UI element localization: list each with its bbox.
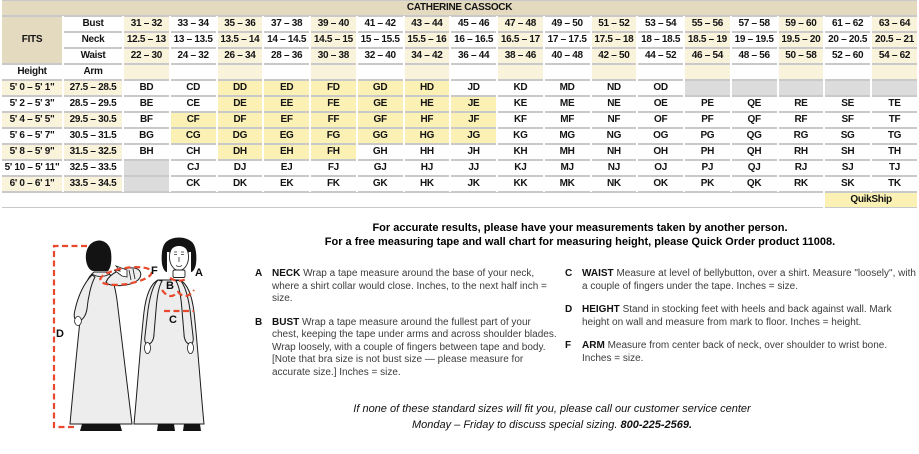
size-cell: QJ: [732, 160, 777, 176]
waist-range-cell: 44 – 52: [638, 48, 683, 64]
instruction-letter: D: [565, 304, 573, 315]
measure-instruction-waist: [565, 268, 917, 293]
instructions-column-right: [565, 268, 917, 376]
waist-range-cell: 34 – 42: [405, 48, 450, 64]
size-cell: CF: [171, 112, 216, 128]
instruction-term: HEIGHT: [582, 304, 623, 315]
size-cell: RF: [779, 112, 824, 128]
height-range-cell: 5' 6 – 5' 7": [2, 128, 62, 144]
measure-instruction-arm: [565, 340, 917, 365]
size-cell: PJ: [685, 160, 730, 176]
waist-range-cell: 26 – 34: [218, 48, 263, 64]
neck-range-cell: 20 – 20.5: [825, 32, 870, 48]
instruction-letter: F: [565, 340, 572, 351]
size-row: [2, 80, 917, 96]
neck-range-cell: 20.5 – 21: [872, 32, 917, 48]
neck-range-cell: 19 – 19.5: [732, 32, 777, 48]
size-cell: BF: [124, 112, 169, 128]
size-cell: DK: [218, 176, 263, 192]
empty-size-cell: [685, 80, 730, 96]
size-cell: EG: [264, 128, 309, 144]
size-cell: FF: [311, 112, 356, 128]
empty-header-cell: [498, 64, 543, 80]
size-cell: NK: [592, 176, 637, 192]
size-cell: MG: [545, 128, 590, 144]
size-row: [2, 128, 917, 144]
instruction-text: HEIGHT Stand in stocking feet with heels and back against wall. Mark height on wall and measure from mark to floor. Inches = height.: [582, 304, 892, 328]
waist-range-cell: 42 – 50: [592, 48, 637, 64]
height-range-cell: 6' 0 – 6' 1": [2, 176, 62, 192]
size-cell: QE: [732, 96, 777, 112]
size-cell: SJ: [825, 160, 870, 176]
size-cell: JH: [451, 144, 496, 160]
neck-range-cell: 14 – 14.5: [264, 32, 309, 48]
size-cell: QF: [732, 112, 777, 128]
waist-label: Waist: [64, 48, 122, 64]
measurement-notes: [213, 221, 919, 249]
waist-range-cell: 28 – 36: [264, 48, 309, 64]
arm-range-cell: 27.5 – 28.5: [64, 80, 122, 96]
size-cell: HJ: [405, 160, 450, 176]
bust-range-cell: 41 – 42: [358, 16, 403, 32]
size-row: [2, 112, 917, 128]
size-cell: HG: [405, 128, 450, 144]
neck-range-cell: 15.5 – 16: [405, 32, 450, 48]
instruction-term: BUST: [272, 316, 302, 328]
empty-header-cell: [872, 64, 917, 80]
size-cell: GG: [358, 128, 403, 144]
neck-range-cell: 16.5 – 17: [498, 32, 543, 48]
empty-header-cell: [124, 64, 169, 80]
size-cell: EF: [264, 112, 309, 128]
size-cell: KD: [498, 80, 543, 96]
waist-range-cell: 50 – 58: [779, 48, 824, 64]
instruction-letter: B: [255, 316, 263, 328]
size-cell: SG: [825, 128, 870, 144]
size-cell: RG: [779, 128, 824, 144]
table-title-row: [2, 0, 917, 16]
size-cell: FE: [311, 96, 356, 112]
bust-range-cell: 43 – 44: [405, 16, 450, 32]
figure-label-b: B: [166, 280, 174, 292]
size-cell: ND: [592, 80, 637, 96]
special-sizing-note: [185, 402, 919, 433]
size-cell: GD: [358, 80, 403, 96]
empty-size-cell: [872, 80, 917, 96]
size-cell: DF: [218, 112, 263, 128]
size-cell: MF: [545, 112, 590, 128]
waist-range-cell: 40 – 48: [545, 48, 590, 64]
size-cell: QK: [732, 176, 777, 192]
size-cell: OE: [638, 96, 683, 112]
size-cell: OG: [638, 128, 683, 144]
arm-range-cell: 33.5 – 34.5: [64, 176, 122, 192]
neck-range-cell: 13 – 13.5: [171, 32, 216, 48]
size-cell: DD: [218, 80, 263, 96]
figure-label-d: D: [56, 328, 64, 340]
empty-header-cell: [405, 64, 450, 80]
bust-range-cell: 61 – 62: [825, 16, 870, 32]
size-cell: TJ: [872, 160, 917, 176]
instruction-term: NECK: [272, 268, 304, 279]
size-cell: JJ: [451, 160, 496, 176]
size-cell: EH: [264, 144, 309, 160]
neck-range-cell: 14.5 – 15: [311, 32, 356, 48]
instruction-letter: A: [255, 268, 263, 279]
fits-label: FITS: [2, 16, 62, 64]
size-cell: PF: [685, 112, 730, 128]
empty-header-cell: [638, 64, 683, 80]
bust-range-cell: 35 – 36: [218, 16, 263, 32]
size-cell: EK: [264, 176, 309, 192]
size-cell: CD: [171, 80, 216, 96]
height-arm-header-row: [2, 64, 917, 80]
size-cell: CG: [171, 128, 216, 144]
footer-line-1: If none of these standard sizes will fit you, please call our customer service center: [353, 403, 751, 415]
empty-header-cell: [358, 64, 403, 80]
size-cell: SF: [825, 112, 870, 128]
neck-range-cell: 18.5 – 19: [685, 32, 730, 48]
size-cell: NJ: [592, 160, 637, 176]
size-cell: QG: [732, 128, 777, 144]
size-cell: BG: [124, 128, 169, 144]
size-cell: ME: [545, 96, 590, 112]
size-cell: NE: [592, 96, 637, 112]
figure-back-view: [70, 241, 141, 431]
size-cell: KH: [498, 144, 543, 160]
waist-range-cell: 38 – 46: [498, 48, 543, 64]
size-cell: DJ: [218, 160, 263, 176]
bust-range-cell: 31 – 32: [124, 16, 169, 32]
size-table: [0, 0, 919, 208]
size-cell: JG: [451, 128, 496, 144]
size-row: [2, 96, 917, 112]
size-cell: HH: [405, 144, 450, 160]
instructions-column-left: [255, 268, 558, 390]
size-cell: KJ: [498, 160, 543, 176]
customer-service-phone: 800-225-2569.: [620, 418, 693, 431]
neck-range-cell: 19.5 – 20: [779, 32, 824, 48]
waist-range-cell: 48 – 56: [732, 48, 777, 64]
measure-instruction-height: [565, 304, 917, 329]
size-cell: TF: [872, 112, 917, 128]
figure-label-f: F: [151, 265, 158, 277]
arm-label: Arm: [64, 64, 122, 80]
size-row: [2, 160, 917, 176]
bust-range-cell: 37 – 38: [264, 16, 309, 32]
size-cell: MK: [545, 176, 590, 192]
bust-label: Bust: [64, 16, 122, 32]
empty-header-cell: [311, 64, 356, 80]
arm-range-cell: 30.5 – 31.5: [64, 128, 122, 144]
height-range-cell: 5' 4 – 5' 5": [2, 112, 62, 128]
size-cell: SK: [825, 176, 870, 192]
size-cell: EJ: [264, 160, 309, 176]
size-cell: OJ: [638, 160, 683, 176]
waist-range-cell: 36 – 44: [451, 48, 496, 64]
size-cell: KE: [498, 96, 543, 112]
size-cell: SH: [825, 144, 870, 160]
empty-header-cell: [218, 64, 263, 80]
size-cell: DG: [218, 128, 263, 144]
size-cell: HE: [405, 96, 450, 112]
size-cell: OK: [638, 176, 683, 192]
neck-range-cell: 15 – 15.5: [358, 32, 403, 48]
bust-range-cell: 49 – 50: [545, 16, 590, 32]
empty-header-cell: [451, 64, 496, 80]
size-cell: JD: [451, 80, 496, 96]
arm-range-cell: 29.5 – 30.5: [64, 112, 122, 128]
empty-header-cell: [825, 64, 870, 80]
size-cell: PG: [685, 128, 730, 144]
empty-size-cell: [124, 160, 169, 176]
size-cell: GJ: [358, 160, 403, 176]
size-cell: MH: [545, 144, 590, 160]
footer-line-2-text: Monday – Friday to discuss special sizing.: [411, 418, 618, 431]
size-cell: CH: [171, 144, 216, 160]
size-cell: PH: [685, 144, 730, 160]
waist-range-cell: 52 – 60: [825, 48, 870, 64]
size-cell: KK: [498, 176, 543, 192]
neck-range-cell: 18 – 18.5: [638, 32, 683, 48]
empty-header-cell: [779, 64, 824, 80]
size-cell: BH: [124, 144, 169, 160]
waist-range-cell: 22 – 30: [124, 48, 169, 64]
instruction-term: ARM: [582, 340, 608, 351]
size-cell: NF: [592, 112, 637, 128]
size-cell: HD: [405, 80, 450, 96]
height-range-cell: 5' 0 – 5' 1": [2, 80, 62, 96]
instruction-text: NECK Wrap a tape measure around the base of your neck, where a shirt collar would close. Inches, to the next half inch = size.: [272, 268, 547, 304]
empty-header-cell: [264, 64, 309, 80]
instruction-letter: C: [565, 268, 573, 279]
size-cell: JK: [451, 176, 496, 192]
quikship-badge: QuikShip: [825, 192, 917, 208]
size-cell: KF: [498, 112, 543, 128]
bust-range-cell: 47 – 48: [498, 16, 543, 32]
waist-range-cell: 24 – 32: [171, 48, 216, 64]
empty-header-cell: [545, 64, 590, 80]
empty-header-cell: [592, 64, 637, 80]
figure-label-c: C: [169, 314, 177, 326]
empty-header-cell: [685, 64, 730, 80]
size-cell: DH: [218, 144, 263, 160]
size-cell: KG: [498, 128, 543, 144]
size-cell: TE: [872, 96, 917, 112]
quikship-spacer: [2, 192, 823, 208]
waist-range-cell: 54 – 62: [872, 48, 917, 64]
size-cell: GE: [358, 96, 403, 112]
empty-header-cell: [171, 64, 216, 80]
neck-range-cell: 12.5 – 13: [124, 32, 169, 48]
quikship-row: [2, 192, 917, 208]
bust-range-cell: 57 – 58: [732, 16, 777, 32]
size-cell: CE: [171, 96, 216, 112]
waist-range-cell: 32 – 40: [358, 48, 403, 64]
size-cell: GF: [358, 112, 403, 128]
size-cell: OH: [638, 144, 683, 160]
size-cell: NG: [592, 128, 637, 144]
bust-range-cell: 45 – 46: [451, 16, 496, 32]
size-cell: BD: [124, 80, 169, 96]
height-label: Height: [2, 64, 62, 80]
instruction-text: WAIST Measure at level of bellybutton, over a shirt. Measure "loosely", with a couple of fingers under the tape. Inches = size.: [582, 268, 916, 292]
bust-range-cell: 39 – 40: [311, 16, 356, 32]
size-cell: OD: [638, 80, 683, 96]
neck-header-row: [2, 32, 917, 48]
size-cell: BE: [124, 96, 169, 112]
size-cell: HK: [405, 176, 450, 192]
size-cell: RH: [779, 144, 824, 160]
waist-range-cell: 46 – 54: [685, 48, 730, 64]
bust-range-cell: 53 – 54: [638, 16, 683, 32]
size-cell: JF: [451, 112, 496, 128]
size-cell: DE: [218, 96, 263, 112]
size-cell: GK: [358, 176, 403, 192]
footer-line-2: [185, 418, 919, 434]
size-cell: HF: [405, 112, 450, 128]
neck-label: Neck: [64, 32, 122, 48]
waist-header-row: [2, 48, 917, 64]
size-cell: RJ: [779, 160, 824, 176]
bust-range-cell: 59 – 60: [779, 16, 824, 32]
height-range-cell: 5' 10 – 5' 11": [2, 160, 62, 176]
height-range-cell: 5' 2 – 5' 3": [2, 96, 62, 112]
empty-size-cell: [124, 176, 169, 192]
size-cell: RK: [779, 176, 824, 192]
size-cell: PE: [685, 96, 730, 112]
arm-range-cell: 31.5 – 32.5: [64, 144, 122, 160]
size-cell: FG: [311, 128, 356, 144]
waist-range-cell: 30 – 38: [311, 48, 356, 64]
empty-header-cell: [732, 64, 777, 80]
size-cell: FJ: [311, 160, 356, 176]
size-cell: FH: [311, 144, 356, 160]
size-cell: SE: [825, 96, 870, 112]
neck-range-cell: 17 – 17.5: [545, 32, 590, 48]
measure-instruction-neck: [255, 268, 558, 306]
size-cell: PK: [685, 176, 730, 192]
empty-size-cell: [779, 80, 824, 96]
size-cell: TH: [872, 144, 917, 160]
note-line-2: For a free measuring tape and wall chart for measuring height, please Quick Order product 11008.: [324, 236, 836, 248]
size-cell: RE: [779, 96, 824, 112]
size-cell: GH: [358, 144, 403, 160]
instruction-term: WAIST: [582, 268, 617, 279]
empty-size-cell: [732, 80, 777, 96]
instruction-text: ARM Measure from center back of neck, over shoulder to wrist bone. Inches = size.: [582, 340, 888, 364]
instruction-text: BUST Wrap a tape measure around the fullest part of your chest, keeping the tape under arms and across shoulder blades. Wrap loosely, with a couple of fingers between tape and body. [Note that bra size is not bust size — please measure for accurate size.] Inches = size.: [272, 316, 557, 378]
arm-range-cell: 28.5 – 29.5: [64, 96, 122, 112]
size-cell: EE: [264, 96, 309, 112]
bust-range-cell: 63 – 64: [872, 16, 917, 32]
size-cell: QH: [732, 144, 777, 160]
size-cell: TG: [872, 128, 917, 144]
size-cell: MD: [545, 80, 590, 96]
neck-range-cell: 16 – 16.5: [451, 32, 496, 48]
neck-range-cell: 13.5 – 14: [218, 32, 263, 48]
size-cell: OF: [638, 112, 683, 128]
empty-size-cell: [825, 80, 870, 96]
table-title: CATHERINE CASSOCK: [2, 0, 917, 16]
bust-header-row: [2, 16, 917, 32]
measure-instruction-bust: [255, 317, 558, 380]
size-row: [2, 144, 917, 160]
size-cell: FD: [311, 80, 356, 96]
bust-range-cell: 55 – 56: [685, 16, 730, 32]
arm-range-cell: 32.5 – 33.5: [64, 160, 122, 176]
figure-label-a: A: [195, 267, 203, 279]
size-cell: MJ: [545, 160, 590, 176]
size-cell: CJ: [171, 160, 216, 176]
neck-range-cell: 17.5 – 18: [592, 32, 637, 48]
size-cell: TK: [872, 176, 917, 192]
size-row: [2, 176, 917, 192]
size-cell: FK: [311, 176, 356, 192]
bust-range-cell: 33 – 34: [171, 16, 216, 32]
size-cell: CK: [171, 176, 216, 192]
size-cell: ED: [264, 80, 309, 96]
size-cell: JE: [451, 96, 496, 112]
size-cell: NH: [592, 144, 637, 160]
note-line-1: For accurate results, please have your measurements taken by another person.: [372, 222, 788, 234]
height-range-cell: 5' 8 – 5' 9": [2, 144, 62, 160]
bust-range-cell: 51 – 52: [592, 16, 637, 32]
